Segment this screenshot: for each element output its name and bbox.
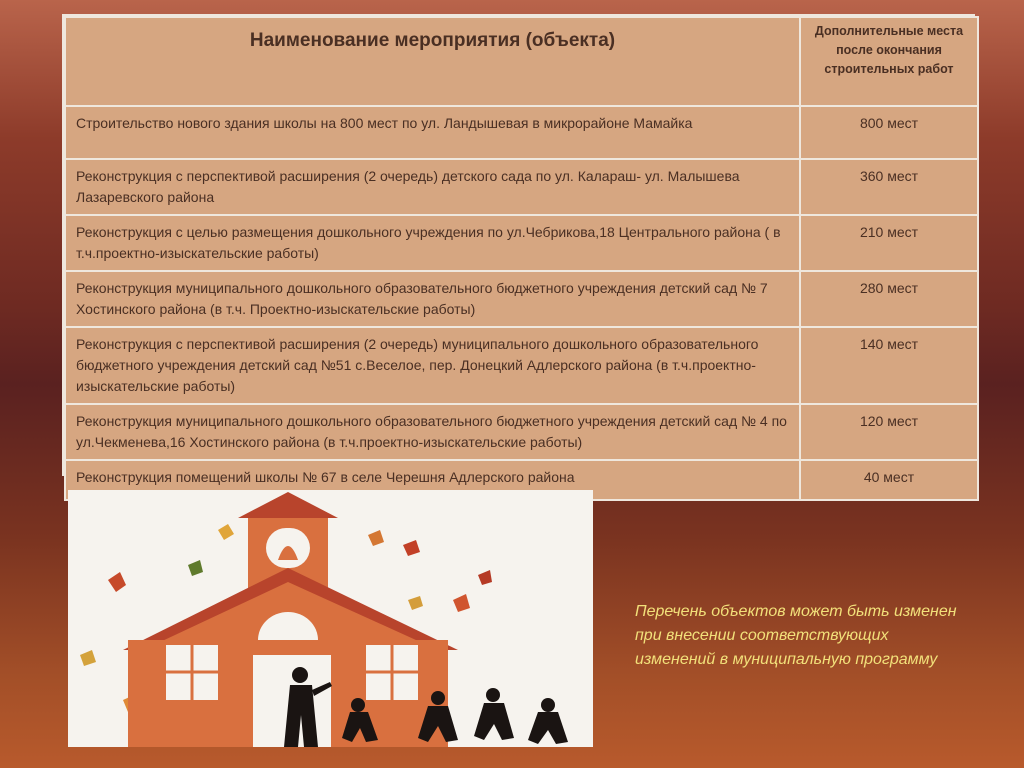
table-row — [65, 404, 978, 460]
row-seats: 140 мест — [800, 327, 978, 404]
table-row — [65, 159, 978, 215]
school-house-icon — [68, 490, 593, 747]
header-seats: Дополнительные места после окончания строительных работ — [800, 17, 978, 106]
row-seats: 120 мест — [800, 404, 978, 460]
row-name: Реконструкция муниципального дошкольного образовательного бюджетного учреждения детский сад № 7 Хостинского района (в т.ч. Проектно-изыскательские работы) — [65, 271, 800, 327]
row-name: Строительство нового здания школы на 800 мест по ул. Ландышевая в микрорайоне Мамайка — [65, 106, 800, 159]
table-row — [65, 327, 978, 404]
row-name: Реконструкция муниципального дошкольного образовательного бюджетного учреждения детский сад № 4 по ул.Чекменева,16 Хостинского района (в т.ч.проектно-изыскательские работы) — [65, 404, 800, 460]
row-name: Реконструкция с целью размещения дошкольного учреждения по ул.Чебрикова,18 Центрального района ( в т.ч.проектно-изыскательские работы) — [65, 215, 800, 271]
objects-table-container — [62, 14, 975, 485]
row-seats: 40 мест — [800, 460, 978, 500]
row-seats: 280 мест — [800, 271, 978, 327]
row-name: Реконструкция помещений школы № 67 в селе Черешня Адлерского района — [65, 460, 800, 500]
row-name: Реконструкция с перспективой расширения (2 очередь) муниципального дошкольного образовательного бюджетного учреждения детский сад №51 с.Веселое, пер. Донецкий Адлерского района (в т.ч.проектно-изыскательские работы) — [65, 327, 800, 404]
row-seats: 800 мест — [800, 106, 978, 159]
table-header-row — [65, 17, 978, 106]
table-row — [65, 106, 978, 159]
header-name: Наименование мероприятия (объекта) — [65, 17, 800, 106]
row-seats: 210 мест — [800, 215, 978, 271]
program-note: Перечень объектов может быть изменен при внесении соответствующих изменений в муниципальную программу — [635, 603, 957, 668]
row-name: Реконструкция с перспективой расширения (2 очередь) детского сада по ул. Калараш- ул. Малышева Лазаревского района — [65, 159, 800, 215]
objects-table — [64, 16, 979, 501]
table-row — [65, 215, 978, 271]
table-row — [65, 271, 978, 327]
row-seats: 360 мест — [800, 159, 978, 215]
school-illustration — [68, 490, 593, 747]
